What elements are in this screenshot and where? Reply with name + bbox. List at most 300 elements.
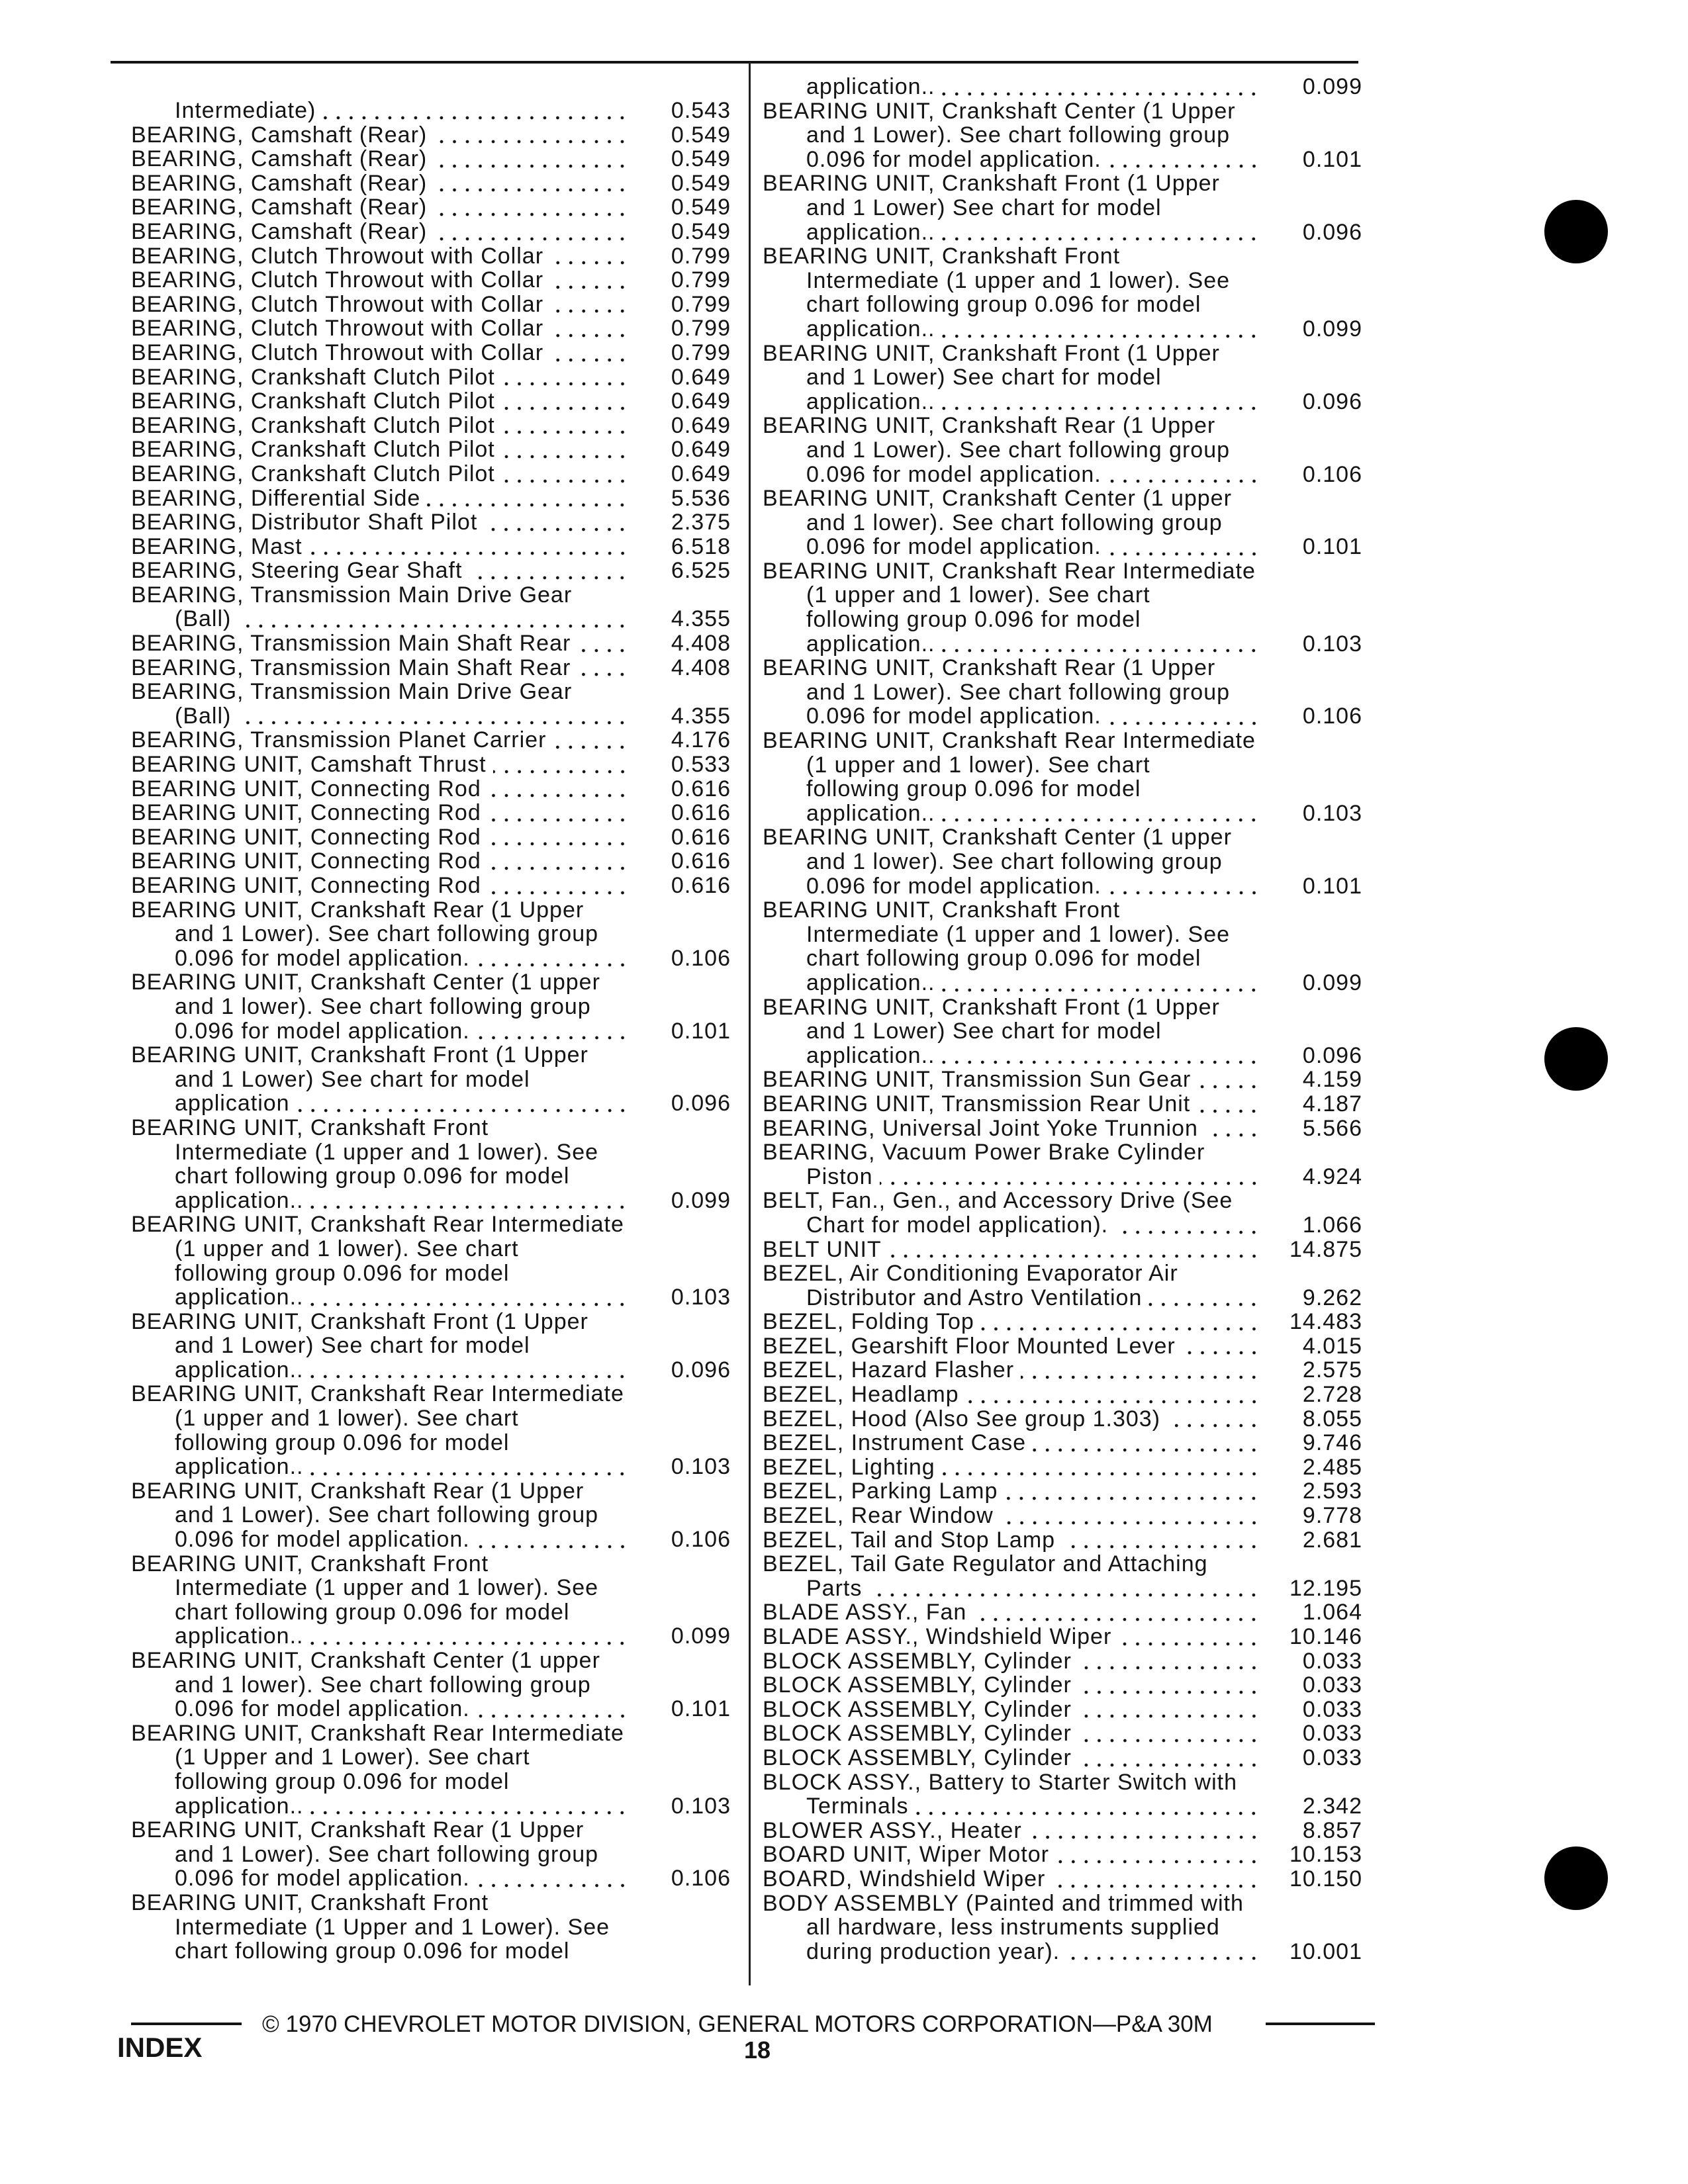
entry-heading: BEARING, Mast [131,534,303,559]
dot-leader [973,1600,1260,1625]
dot-leader [550,316,629,341]
entry-heading: BEARING UNIT, Crankshaft Front [131,1551,489,1576]
entry-continuation: application.. [806,316,935,341]
dot-leader [1108,463,1260,487]
entry-heading: BEARING, Crankshaft Clutch Pilot [131,461,495,486]
entry-line [131,1116,731,1140]
group-number: 0.101 [671,1018,731,1044]
index-entry [131,1818,731,1891]
dot-leader [1004,1479,1260,1504]
index-entry [131,462,731,486]
index-entry [131,1891,731,1964]
index-entry [763,1528,1362,1553]
entry-continuation: and 1 Lower) See chart for model [806,195,1162,220]
entry-line [131,1866,731,1891]
entry-continuation: during production year). [806,1939,1060,1964]
entry-line [763,559,1362,584]
index-entry [763,1358,1362,1383]
entry-line [763,1649,1362,1674]
index-entry [763,341,1362,414]
entry-heading: BEARING UNIT, Transmission Sun Gear [763,1068,1192,1092]
entry-continuation: and 1 Lower). See chart following group [175,1503,599,1528]
dot-leader [1029,1819,1260,1843]
dot-leader [550,341,629,365]
top-rule [111,61,1358,64]
entry-line [131,1285,731,1310]
index-entry [763,1238,1362,1262]
group-number: 4.924 [1302,1163,1362,1189]
entry-heading: BEARING UNIT, Crankshaft Front (1 Upper [131,1043,588,1068]
index-entry [131,535,731,559]
entry-continuation: and 1 Lower). See chart following group [175,922,599,946]
dot-leader [1108,704,1260,729]
index-entry [763,1673,1362,1698]
group-number: 0.106 [671,1866,731,1891]
index-entry [763,1625,1362,1649]
entry-line [131,704,731,729]
entry-line [131,946,731,971]
entry-continuation: (Ball) [175,607,232,632]
entry-line [131,1164,731,1189]
entry-heading: BEARING UNIT, Crankshaft Rear Intermediate [763,559,1256,584]
index-entry [763,1261,1362,1310]
group-number: 4.355 [671,606,731,632]
page-number: 18 [744,2036,771,2064]
entry-line [763,1819,1362,1843]
entry-continuation: following group 0.096 for model [806,608,1141,632]
left-column [131,99,731,1964]
index-entry [763,1698,1362,1722]
entry-line [131,1939,731,1964]
group-number: 9.746 [1302,1430,1362,1456]
index-entry [763,1746,1362,1770]
dot-leader [427,486,629,511]
entry-line [763,1116,1362,1141]
index-entry [763,1721,1362,1746]
group-number: 0.799 [671,316,731,341]
entry-line [131,1600,731,1625]
entry-line [763,1383,1362,1407]
group-number: 0.649 [671,388,731,414]
group-number: 0.101 [671,1696,731,1722]
group-number: 0.103 [671,1454,731,1480]
entry-heading: BEARING UNIT, Crankshaft Center (1 upper [763,825,1232,850]
entry-line [131,171,731,196]
entry-line [763,365,1362,390]
entry-heading: BEARING UNIT, Crankshaft Rear Intermediate [131,1212,624,1237]
group-number: 0.096 [1302,388,1362,414]
group-number: 0.649 [671,461,731,486]
entry-line [763,1625,1362,1649]
dot-leader [942,1455,1260,1480]
dot-leader [493,752,629,777]
group-number: 0.616 [671,800,731,826]
index-entry [763,486,1362,559]
dot-leader [915,1794,1260,1819]
index-entry [763,1479,1362,1504]
dot-leader [1066,1940,1260,1964]
entry-continuation: application.. [806,970,935,995]
group-number: 0.101 [1302,146,1362,172]
group-number: 5.536 [671,485,731,511]
entry-continuation: chart following group 0.096 for model [806,946,1201,971]
entry-line [131,437,731,462]
entry-line [131,147,731,171]
entry-continuation: application.. [175,1357,304,1383]
index-entry [763,1649,1362,1674]
entry-heading: BEZEL, Folding Top [763,1310,974,1334]
entry-line [763,729,1362,753]
entry-heading: BEARING UNIT, Crankshaft Rear (1 Upper [131,1818,585,1843]
group-number: 4.355 [671,703,731,729]
entry-continuation: (1 upper and 1 lower). See chart [806,583,1150,608]
entry-continuation: following group 0.096 for model [175,1769,510,1794]
index-entry [131,559,731,583]
entry-line [763,1455,1362,1480]
dot-leader [1108,535,1260,559]
entry-line [131,1721,731,1746]
entry-line [131,1697,731,1721]
index-entry [131,1310,731,1383]
entry-continuation: and 1 lower). See chart following group [175,994,591,1019]
entry-heading: BEARING, Distributor Shaft Pilot [131,510,478,535]
dot-leader [434,195,629,220]
group-number: 0.096 [1302,219,1362,245]
entry-continuation: Intermediate (1 upper and 1 lower). See [806,922,1231,947]
entry-continuation: following group 0.096 for model [175,1430,510,1455]
group-number: 0.799 [671,340,731,365]
group-number: 6.518 [671,533,731,559]
index-entry [763,898,1362,995]
entry-line [763,220,1362,245]
entry-heading: BELT, Fan., Gen., and Accessory Drive (See [763,1189,1233,1213]
group-number: 1.064 [1302,1600,1362,1625]
entry-line [763,171,1362,196]
index-entry [763,1116,1362,1141]
group-number: 0.549 [671,122,731,148]
index-entry [131,268,731,293]
entry-continuation: Parts [806,1576,863,1601]
index-entry [763,171,1362,244]
entry-line [763,1576,1362,1601]
entry-heading: BLADE ASSY., Fan [763,1600,967,1625]
group-number: 0.799 [671,243,731,269]
group-number: 0.549 [671,146,731,172]
entry-heading: BEARING, Transmission Main Drive Gear [131,582,573,608]
entry-line [763,1915,1362,1940]
entry-continuation: 0.096 for model application. [175,946,470,971]
entry-line [763,1407,1362,1432]
entry-continuation: and 1 Lower). See chart following group [806,680,1231,705]
entry-line [763,1600,1362,1625]
entry-heading: BEARING, Transmission Main Shaft Rear [131,631,571,656]
entry-line [763,680,1362,705]
dot-leader [297,1091,629,1116]
group-number: 10.001 [1289,1938,1362,1964]
entry-heading: BEARING, Clutch Throwout with Collar [131,268,544,293]
group-number: 0.616 [671,824,731,850]
entry-line [763,1673,1362,1698]
entry-line [131,389,731,414]
entry-heading: BOARD, Windshield Wiper [763,1866,1046,1891]
entry-continuation: chart following group 0.096 for model [175,1939,570,1964]
entry-heading: BEARING, Vacuum Power Brake Cylinder [763,1140,1205,1165]
group-number: 0.549 [671,218,731,244]
dot-leader [434,220,629,244]
index-entry [131,341,731,365]
entry-heading: BEARING UNIT, Crankshaft Center (1 Upper [763,99,1236,124]
dot-leader [1149,1286,1260,1310]
entry-heading: BEARING, Camshaft (Rear) [131,171,428,196]
entry-line [763,414,1362,438]
dot-leader [966,1383,1260,1407]
entry-continuation: 0.096 for model application. [175,1866,470,1891]
entry-continuation: application.. [175,1455,304,1479]
group-number: 0.099 [671,1623,731,1649]
entry-line [131,1019,731,1044]
group-number: 4.015 [1302,1333,1362,1359]
entry-heading: BEARING, Clutch Throwout with Collar [131,316,544,341]
dot-leader [1078,1698,1260,1722]
dot-leader [1118,1625,1260,1649]
index-entry [131,414,731,438]
entry-continuation: and 1 Lower). See chart following group [806,437,1231,463]
entry-line [131,1915,731,1940]
entry-line [131,365,731,390]
entry-line [131,970,731,995]
entry-heading: BEARING, Camshaft (Rear) [131,122,428,148]
entry-continuation: chart following group 0.096 for model [175,1164,570,1189]
entry-line [763,1940,1362,1964]
index-entry [131,486,731,511]
entry-heading: BEARING UNIT, Connecting Rod [131,825,481,850]
entry-continuation: and 1 Lower) See chart for model [806,365,1162,390]
dot-leader [484,510,629,535]
dot-leader [477,946,629,971]
index-entry [763,1310,1362,1334]
entry-line [131,1576,731,1600]
dot-leader [1078,1649,1260,1674]
group-number: 0.103 [671,1285,731,1310]
index-entry [131,147,731,171]
entry-line [763,1358,1362,1383]
dot-leader [868,1576,1260,1601]
index-entry [131,970,731,1043]
group-number: 0.033 [1302,1745,1362,1770]
entry-line [131,1818,731,1843]
entry-continuation: 0.096 for model application. [175,1697,470,1721]
entry-heading: BEARING, Clutch Throwout with Collar [131,292,544,317]
index-entry [763,1431,1362,1455]
dot-leader [550,268,629,293]
dot-leader [477,1019,629,1044]
index-entry [763,1504,1362,1528]
index-entry [131,898,731,971]
entry-heading: BEARING UNIT, Connecting Rod [131,874,481,898]
entry-continuation: Intermediate (1 Upper and 1 Lower). See [175,1915,610,1940]
dot-leader [553,728,629,752]
entry-line [763,390,1362,414]
dot-leader [477,1866,629,1891]
entry-line [131,607,731,631]
entry-line [763,1746,1362,1770]
dot-leader [238,704,629,729]
dot-leader [941,971,1260,995]
index-entry [763,825,1362,898]
entry-line [131,1745,731,1770]
entry-line [131,1358,731,1383]
index-entry [131,1382,731,1479]
entry-line [131,1552,731,1576]
entry-heading: BEARING UNIT, Crankshaft Front [763,898,1121,923]
dot-leader [888,1238,1260,1262]
group-number: 4.408 [671,655,731,680]
dot-leader [310,1285,629,1310]
group-number: 0.616 [671,873,731,898]
entry-heading: BLOCK ASSEMBLY, Cylinder [763,1673,1072,1698]
group-number: 8.055 [1302,1406,1362,1432]
entry-heading: BEARING UNIT, Crankshaft Rear (1 Upper [131,897,585,923]
entry-continuation: application.. [806,75,935,99]
entry-heading: BEARING UNIT, Crankshaft Rear Intermediate [131,1721,624,1746]
group-number: 0.103 [1302,631,1362,657]
section-title: INDEX [117,2032,203,2063]
group-number: 0.799 [671,291,731,317]
entry-line [131,656,731,680]
entry-continuation: Distributor and Astro Ventilation [806,1285,1143,1310]
entry-line [131,1770,731,1794]
entry-line [131,535,731,559]
entry-line [131,316,731,341]
group-number: 0.799 [671,267,731,293]
entry-heading: BEARING, Transmission Planet Carrier [131,728,547,753]
entry-line [763,923,1362,947]
group-number: 0.099 [1302,970,1362,995]
group-number: 0.106 [1302,704,1362,729]
entry-line [763,1479,1362,1504]
entry-continuation: application.. [806,220,935,245]
dot-leader [488,825,629,850]
dot-leader [310,1624,629,1649]
entry-line [131,1189,731,1213]
entry-line [131,244,731,269]
group-number: 0.106 [1302,461,1362,487]
index-entry [763,1891,1362,1964]
entry-heading: BEARING, Clutch Throwout with Collar [131,244,544,269]
dot-leader [310,1189,629,1213]
index-entry [131,293,731,317]
entry-line [131,1794,731,1819]
entry-line [131,777,731,801]
group-number: 2.728 [1302,1382,1362,1408]
dot-leader [941,220,1260,245]
entry-line [131,1891,731,1915]
entry-heading: BEARING UNIT, Crankshaft Center (1 upper [131,970,600,995]
entry-line [131,1043,731,1068]
group-number: 0.543 [671,98,731,123]
entry-line [763,1140,1362,1165]
dot-leader [1021,1358,1260,1383]
entry-continuation: 0.096 for model application. [806,147,1102,172]
entry-line [763,123,1362,148]
group-number: 0.649 [671,437,731,463]
dot-leader [1182,1334,1260,1359]
entry-line [763,1431,1362,1455]
group-number: 9.262 [1302,1285,1362,1310]
entry-continuation: application.. [175,1188,304,1213]
group-number: 0.549 [671,170,731,196]
group-number: 0.033 [1302,1648,1362,1674]
entry-heading: BEZEL, Tail and Stop Lamp [763,1527,1056,1553]
index-entry [131,510,731,535]
entry-heading: BEARING UNIT, Crankshaft Center (1 upper [763,486,1232,511]
index-entry [763,75,1362,99]
dot-leader [941,390,1260,414]
entry-continuation: 0.096 for model application. [175,1527,470,1552]
dot-leader [434,123,629,148]
dot-leader [502,389,629,414]
entry-line [763,269,1362,293]
entry-continuation: application.. [806,1043,935,1068]
index-entry [763,1552,1362,1600]
entry-line [131,414,731,438]
group-number: 2.485 [1302,1454,1362,1480]
entry-continuation: (1 Upper and 1 Lower). See chart [175,1745,530,1770]
entry-line [763,75,1362,99]
entry-line [131,462,731,486]
entry-line [763,971,1362,995]
punch-hole [1544,200,1608,263]
right-column [763,75,1362,1964]
entry-continuation: and 1 Lower) See chart for model [806,1019,1162,1044]
entry-line [131,1479,731,1504]
index-entry [131,244,731,269]
entry-line [763,1165,1362,1189]
index-entry [131,123,731,148]
index-entry [763,1843,1362,1867]
index-entry [131,849,731,874]
index-entry [131,728,731,752]
dot-leader [880,1165,1261,1189]
group-number: 0.033 [1302,1696,1362,1722]
entry-line [763,1310,1362,1334]
entry-continuation: (Ball) [175,704,232,729]
entry-continuation: Intermediate) [175,99,316,123]
entry-line [131,1140,731,1165]
entry-heading: BEARING UNIT, Crankshaft Front (1 Upper [763,171,1220,196]
index-entry [763,729,1362,825]
index-entry [131,825,731,850]
index-entry [131,195,731,220]
entry-continuation: following group 0.096 for model [806,777,1141,801]
index-entry [763,995,1362,1068]
entry-line [763,1504,1362,1528]
dot-leader [309,535,629,559]
index-entry [131,631,731,656]
group-number: 2.681 [1302,1527,1362,1553]
dot-leader [577,631,629,656]
dot-leader [941,1044,1260,1068]
entry-line [763,583,1362,608]
entry-heading: BEARING UNIT, Crankshaft Rear Intermediate [131,1382,624,1407]
index-entry [131,1721,731,1818]
dot-leader [1078,1721,1260,1746]
index-entry [763,1140,1362,1189]
entry-line [131,268,731,293]
index-entry [763,1068,1362,1092]
entry-continuation: 0.096 for model application. [806,462,1102,487]
dot-leader [310,1358,629,1383]
